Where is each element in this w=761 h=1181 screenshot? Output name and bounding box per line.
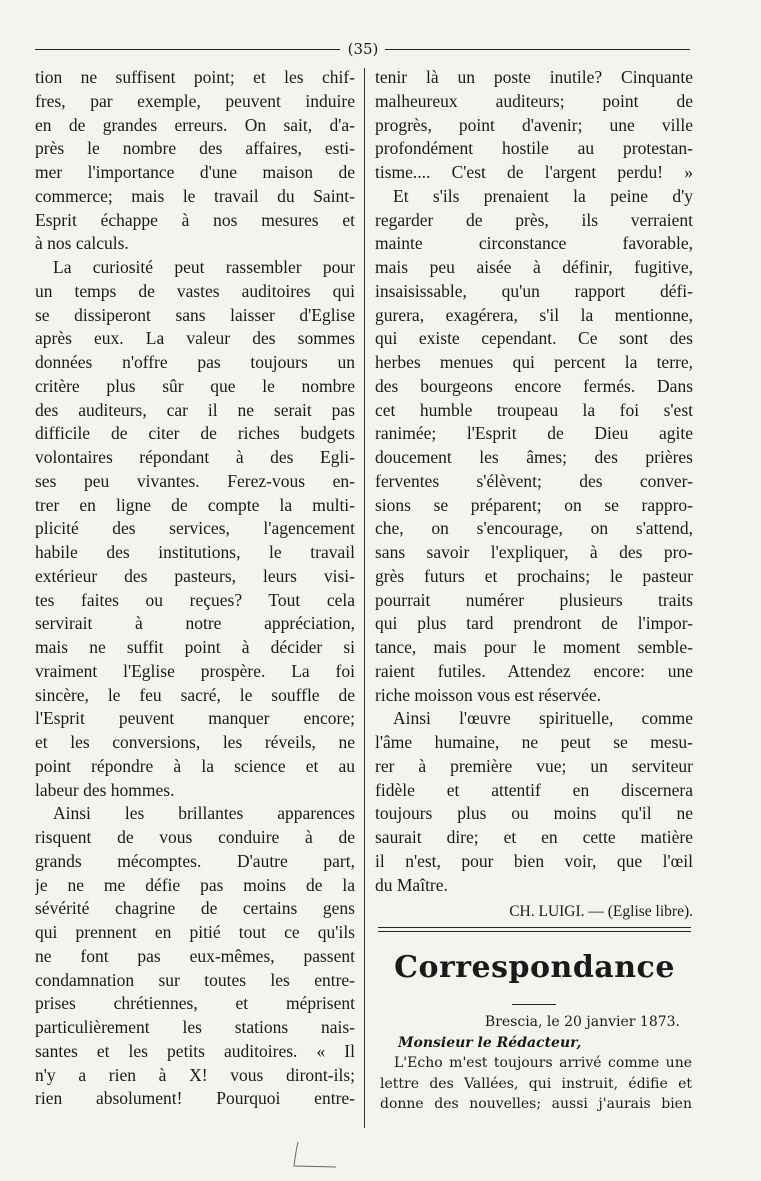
right-column-line: fidèle et attentif en discernera — [375, 779, 693, 800]
left-column-line: après eux. La valeur des sommes — [35, 328, 355, 349]
left-column-line: rien absolument! Pourquoi entre- — [35, 1088, 355, 1109]
right-column-line: riche moisson vous est réservée. — [375, 684, 601, 705]
left-column-line: sévérité chagrine de certains gens — [35, 898, 355, 919]
right-column-line: rer à première vue; un serviteur — [375, 755, 693, 776]
left-column-line: risquent de vous conduire à de — [35, 827, 355, 847]
left-column-line: fres, par exemple, peuvent induire — [35, 90, 355, 111]
correspondence-date: Brescia, le 20 janvier 1873. — [484, 1014, 680, 1030]
left-column-line: je ne me défie pas moins de la — [35, 874, 355, 895]
left-column-line: ses peu vivantes. Ferez-vous en- — [35, 470, 355, 491]
left-column-line: Esprit échappe à nos mesures et — [35, 209, 355, 230]
right-column-line: du Maître. — [375, 874, 448, 895]
left-column-line: volontaires répondant à des Egli- — [35, 447, 355, 467]
right-column-line: profondément hostile au protestan- — [375, 138, 693, 159]
right-column-line: Ainsi l'œuvre spirituelle, comme — [393, 708, 693, 729]
right-column-line: ferventes s'élèvent; des conver- — [375, 470, 693, 491]
left-column-line: n'y a rien à X! vous diront-ils; — [35, 1064, 355, 1085]
right-column-line: tenir là un poste inutile? Cinquante — [375, 67, 693, 87]
correspondence-title: Correspondance — [394, 950, 675, 985]
left-column-line: vraiment l'Eglise prospère. La foi — [35, 660, 355, 681]
left-column-line: tion ne suffisent point; et les chif- — [35, 67, 355, 87]
left-column-line: qui prennent en pitié tout ce qu'ils — [35, 922, 355, 942]
left-column-line: point répondre à la science et au — [35, 755, 355, 776]
left-column-line: mer l'importance d'une maison de — [35, 162, 355, 182]
column-divider — [364, 68, 365, 1128]
correspondence-body-line: lettre des Vallées, qui instruit, édifie et — [380, 1075, 692, 1092]
left-column-line: critère plus sûr que le nombre — [35, 375, 355, 396]
left-column-line: La curiosité peut rassembler pour — [53, 257, 355, 277]
left-column-line: mais ne suffit point à décider si — [35, 637, 355, 657]
left-column-line: difficile de citer de riches budgets — [35, 423, 355, 444]
left-column-line: extérieur des pasteurs, leurs visi- — [35, 565, 355, 586]
correspondence-section — [380, 1012, 692, 1115]
right-column-line: toujours plus ou moins qu'il ne — [375, 803, 693, 824]
correspondence-body-line: donne des nouvelles; aussi j'aurais bien — [380, 1096, 692, 1112]
right-column-line: tance, mais pour le moment semble- — [375, 637, 693, 657]
article-signature: CH. LUIGI. — (Eglise libre). — [509, 903, 693, 921]
right-column-line: grès futurs et prochains; le pasteur — [375, 565, 693, 586]
left-column-line: trer en ligne de compte la multi- — [35, 494, 355, 515]
left-column-line: se dissiperont sans laisser d'Eglise — [35, 304, 355, 325]
right-column-line: malheureux auditeurs; point de — [375, 90, 693, 111]
pen-mark-decoration — [290, 1140, 340, 1170]
correspondence-body-line: L'Echo m'est toujours arrivé comme une — [394, 1055, 692, 1071]
left-column-line: l'Esprit peuvent manquer encore; — [35, 708, 355, 729]
right-column-line: che, on s'encourage, on s'attend, — [375, 518, 693, 539]
right-column-line: mainte circonstance favorable, — [375, 233, 693, 254]
left-column-line: particulièrement les stations nais- — [35, 1017, 355, 1037]
right-column-line: qui existe cependant. Ce sont des — [375, 328, 693, 349]
right-column-line: regarder de près, ils verraient — [375, 209, 693, 230]
header-rule-left — [35, 49, 340, 50]
left-column-line: sincère, le feu sacré, le souffle de — [35, 684, 355, 705]
left-column-line: labeur des hommes. — [35, 779, 175, 800]
left-column-line: commerce; mais le travail du Saint- — [35, 185, 355, 206]
right-column-line: cet humble troupeau la foi s'est — [375, 399, 693, 420]
left-column-line: plicité des services, l'agencement — [35, 518, 355, 539]
section-separator — [378, 927, 691, 932]
right-column-line: progrès, point d'avenir; une ville — [375, 114, 693, 135]
right-column-line: saurait dire; et en cette matière — [375, 827, 693, 847]
right-column-line: qui plus tard prendront de l'impor- — [375, 613, 693, 634]
left-column-line: données n'offre pas toujours un — [35, 352, 355, 372]
right-column-line: doucement les âmes; des prières — [375, 447, 693, 467]
left-column — [35, 66, 355, 1111]
left-column-line: un temps de vastes auditoires qui — [35, 280, 355, 301]
left-column-line: habile des institutions, le travail — [35, 542, 355, 562]
right-column-line: sions se préparent; on se rappro- — [375, 494, 693, 515]
left-column-line: servirait à notre appréciation, — [35, 613, 355, 634]
left-column-line: en de grandes erreurs. On sait, d'a- — [35, 114, 355, 135]
correspondence-salutation: Monsieur le Rédacteur, — [398, 1034, 582, 1051]
left-column-line: des auditeurs, car il ne serait pas — [35, 399, 355, 420]
right-column-line: il n'est, pour bien voir, que l'œil — [375, 850, 693, 871]
left-column-line: tes faites ou reçues? Tout cela — [35, 589, 355, 610]
left-column-line: et les conversions, les réveils, ne — [35, 732, 355, 752]
left-column-line: santes et les petits auditoires. « Il — [35, 1040, 355, 1061]
right-column-line: tisme.... C'est de l'argent perdu! » — [375, 162, 693, 182]
left-column-line: Ainsi les brillantes apparences — [53, 803, 355, 824]
right-column-line: herbes menues qui percent la terre, — [375, 352, 693, 372]
left-column-line: grands mécomptes. D'autre part, — [35, 850, 355, 871]
left-column-line: à nos calculs. — [35, 233, 129, 254]
left-column-line: ne font pas eux-mêmes, passent — [35, 945, 355, 966]
right-column-line: mais peu aisée à définir, fugitive, — [375, 257, 693, 277]
left-column-line: condamnation sur toutes les entre- — [35, 969, 355, 990]
left-column-line: prises chrétiennes, et méprisent — [35, 993, 355, 1014]
right-column-line: insaisissable, qu'un rapport défi- — [375, 280, 693, 301]
right-column-line: sans savoir l'expliquer, à des pro- — [375, 542, 693, 562]
title-underline — [512, 1004, 556, 1005]
right-column-line: ranimée; l'Esprit de Dieu agite — [375, 423, 693, 444]
left-column-line: près le nombre des affaires, esti- — [35, 138, 355, 159]
right-column-line: pourrait numérer plusieurs traits — [375, 589, 693, 610]
page-header — [35, 40, 690, 60]
right-column-line: Et s'ils prenaient la peine d'y — [393, 185, 693, 206]
right-column-line: des bourgeons encore fermés. Dans — [375, 375, 693, 396]
right-column — [375, 66, 693, 924]
page-number: (35) — [347, 40, 379, 58]
right-column-line: raient futiles. Attendez encore: une — [375, 660, 693, 681]
right-column-line: l'âme humaine, ne peut se mesu- — [375, 732, 693, 752]
header-rule-right — [385, 49, 690, 50]
right-column-line: gurera, exagérera, s'il la mentionne, — [375, 304, 693, 325]
